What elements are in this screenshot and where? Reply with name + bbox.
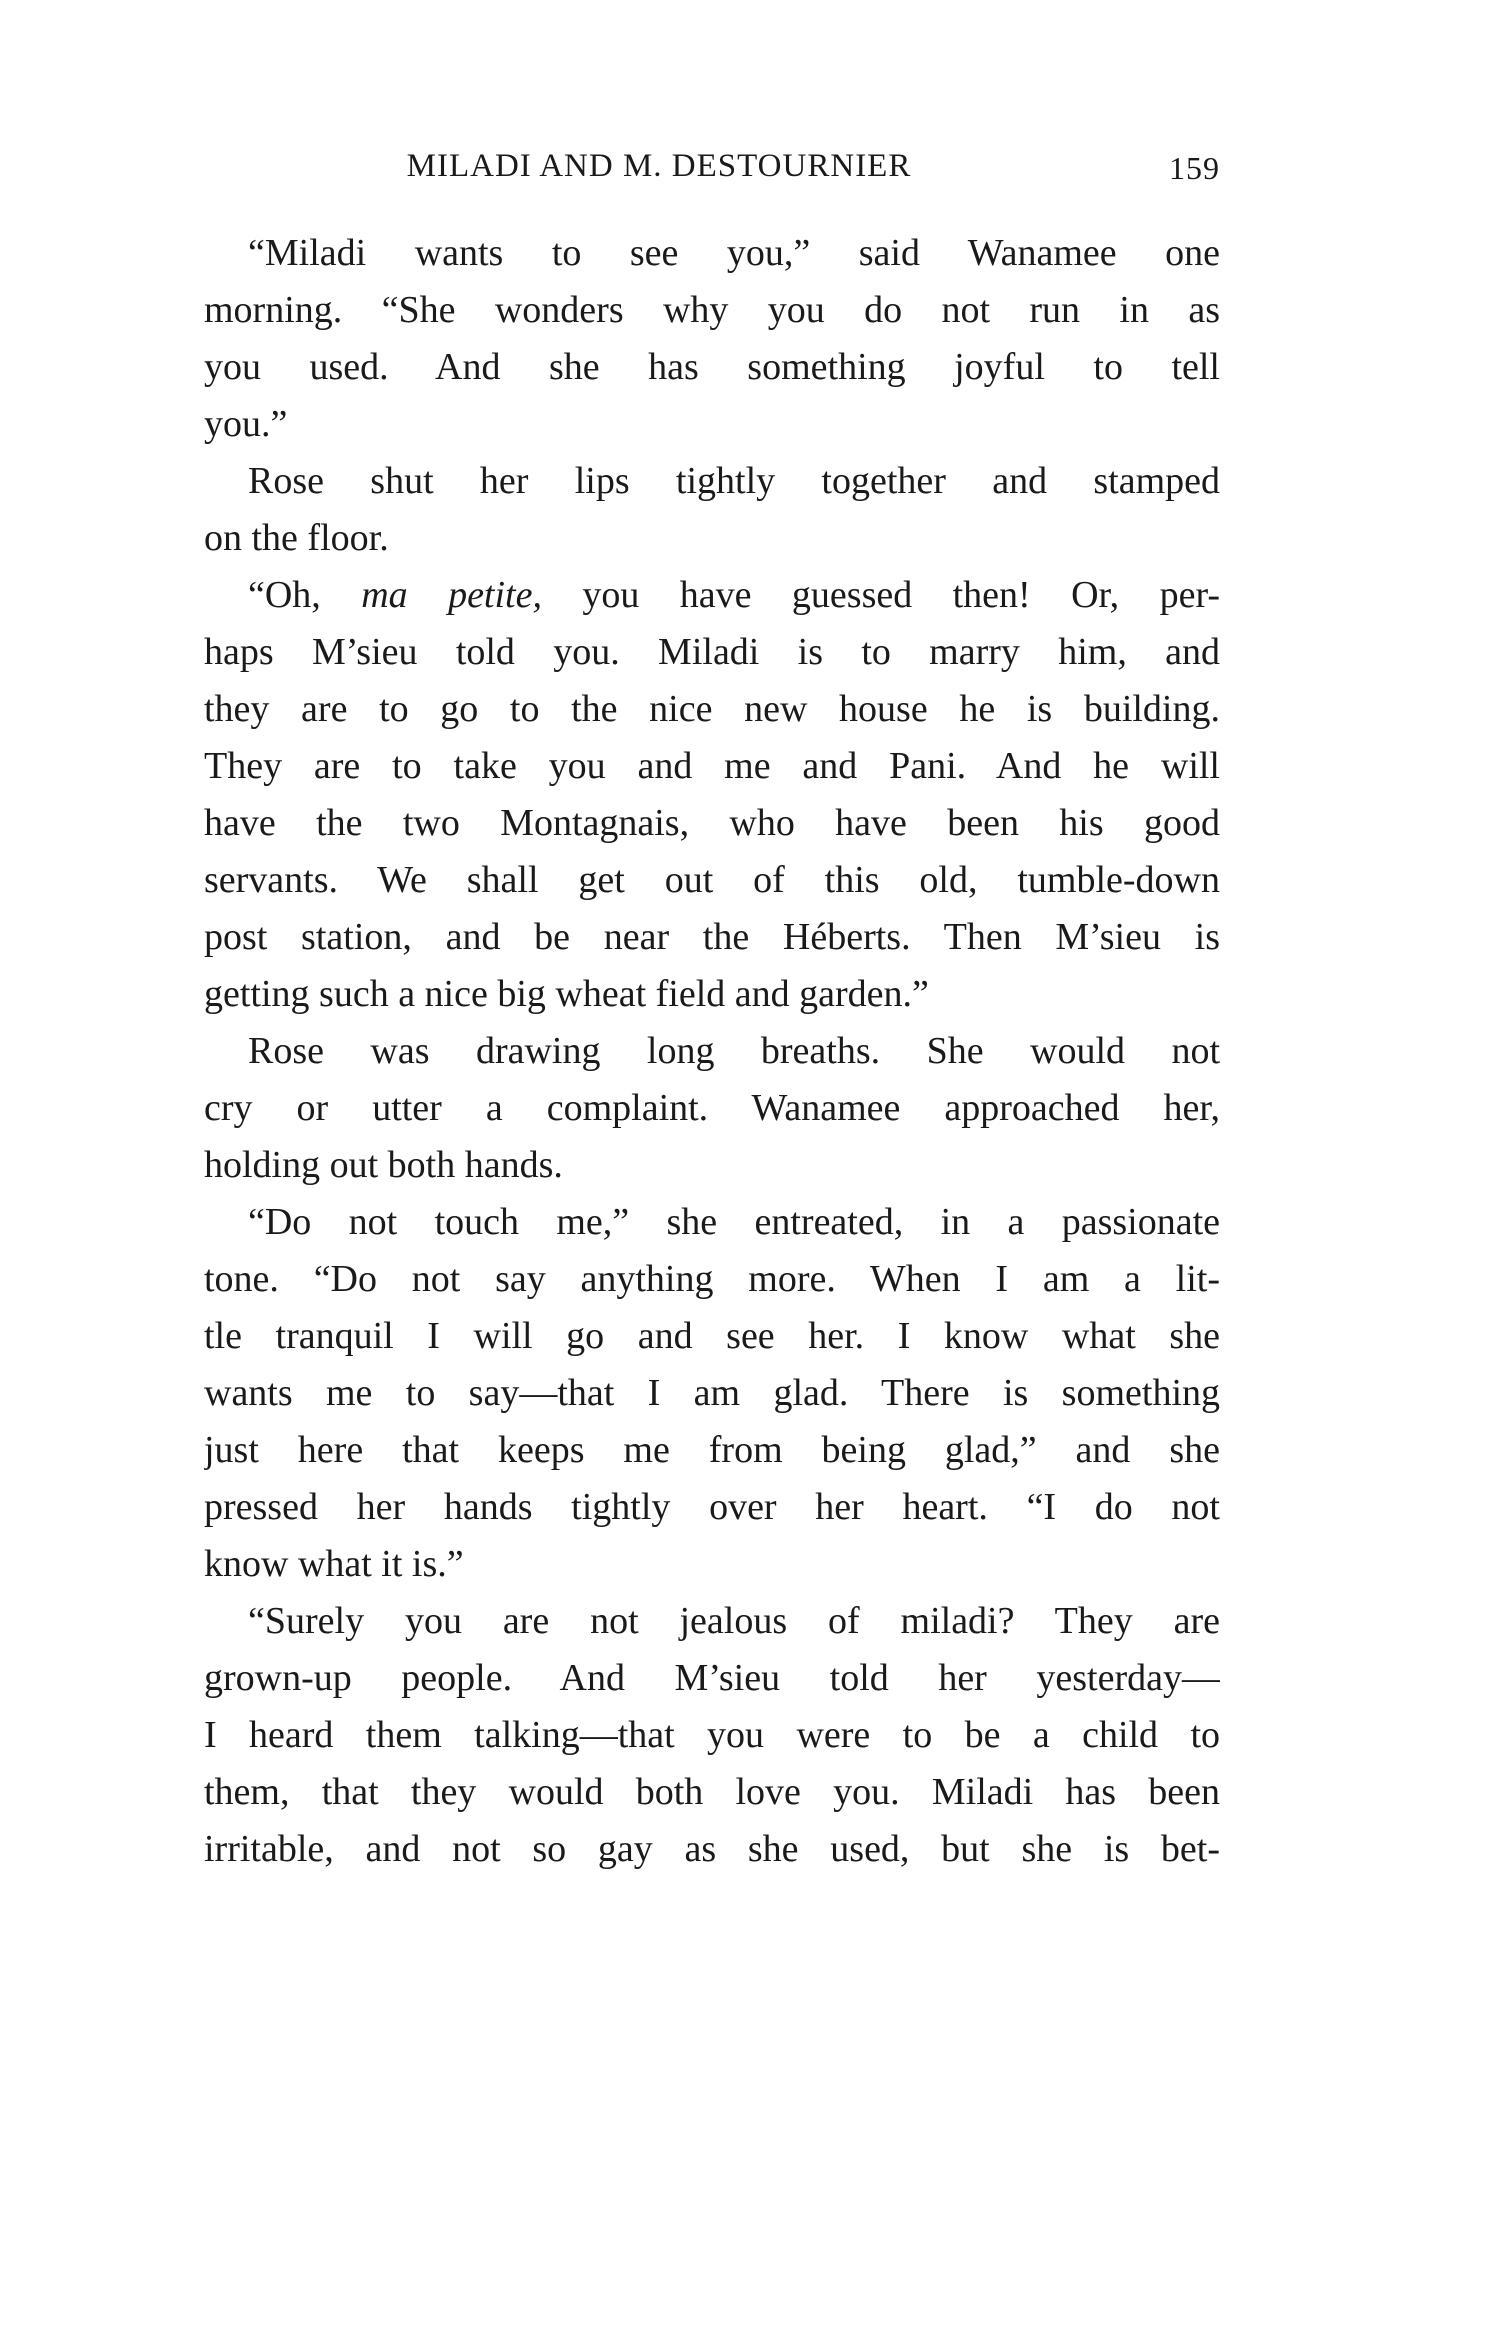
- text-line: servants. We shall get out of this old, tumble-down: [204, 859, 1220, 901]
- text-line: morning. “She wonders why you do not run in as: [204, 289, 1220, 331]
- text-line: Rose was drawing long breaths. She would not: [248, 1030, 1220, 1072]
- text-line: they are to go to the nice new house he is building.: [204, 688, 1220, 730]
- running-head: [204, 148, 1220, 196]
- text-line: I heard them talking—that you were to be a child to: [204, 1714, 1220, 1756]
- text-line: pressed her hands tightly over her heart. “I do not: [204, 1486, 1220, 1528]
- text-line: They are to take you and me and Pani. And he will: [204, 745, 1220, 787]
- text-line: “Do not touch me,” she entreated, in a passionate: [248, 1201, 1220, 1243]
- text-line: “Surely you are not jealous of miladi? They are: [248, 1600, 1220, 1642]
- text-line: haps M’sieu told you. Miladi is to marry him, and: [204, 631, 1220, 673]
- paragraph: [204, 453, 1220, 567]
- body-text: [204, 225, 1220, 1878]
- text-line: know what it is.”: [204, 1543, 464, 1585]
- text-line: “Miladi wants to see you,” said Wanamee one: [248, 232, 1220, 274]
- paragraph: [204, 567, 1220, 1023]
- text-segment: “Oh,: [248, 574, 362, 616]
- text-line: have the two Montagnais, who have been his good: [204, 802, 1220, 844]
- paragraph: [204, 225, 1220, 453]
- text-line: just here that keeps me from being glad,” and she: [204, 1429, 1220, 1471]
- text-line: cry or utter a complaint. Wanamee approached her,: [204, 1087, 1220, 1129]
- text-line: you used. And she has something joyful to tell: [204, 346, 1220, 388]
- text-segment: you have guessed then! Or, per-: [541, 574, 1220, 616]
- running-title: MILADI AND M. DESTOURNIER: [406, 148, 912, 184]
- text-line: irritable, and not so gay as she used, but she is bet-: [204, 1828, 1220, 1870]
- text-line: wants me to say—that I am glad. There is something: [204, 1372, 1220, 1414]
- text-line: them, that they would both love you. Miladi has been: [204, 1771, 1220, 1813]
- paragraph: [204, 1194, 1220, 1593]
- page-number: 159: [1169, 150, 1220, 186]
- text-line: post station, and be near the Héberts. Then M’sieu is: [204, 916, 1220, 958]
- text-line: tone. “Do not say anything more. When I am a lit-: [204, 1258, 1220, 1300]
- text-line: Rose shut her lips tightly together and stamped: [248, 460, 1220, 502]
- text-line: on the floor.: [204, 517, 389, 559]
- text-line: grown-up people. And M’sieu told her yesterday—: [204, 1657, 1220, 1699]
- text-line: getting such a nice big wheat field and garden.”: [204, 973, 929, 1015]
- text-line: holding out both hands.: [204, 1144, 563, 1186]
- text-line: [204, 567, 1220, 624]
- text-line: you.”: [204, 403, 288, 445]
- italic-phrase: ma petite,: [361, 574, 542, 616]
- paragraph: [204, 1593, 1220, 1878]
- paragraph: [204, 1023, 1220, 1194]
- text-line: tle tranquil I will go and see her. I know what she: [204, 1315, 1220, 1357]
